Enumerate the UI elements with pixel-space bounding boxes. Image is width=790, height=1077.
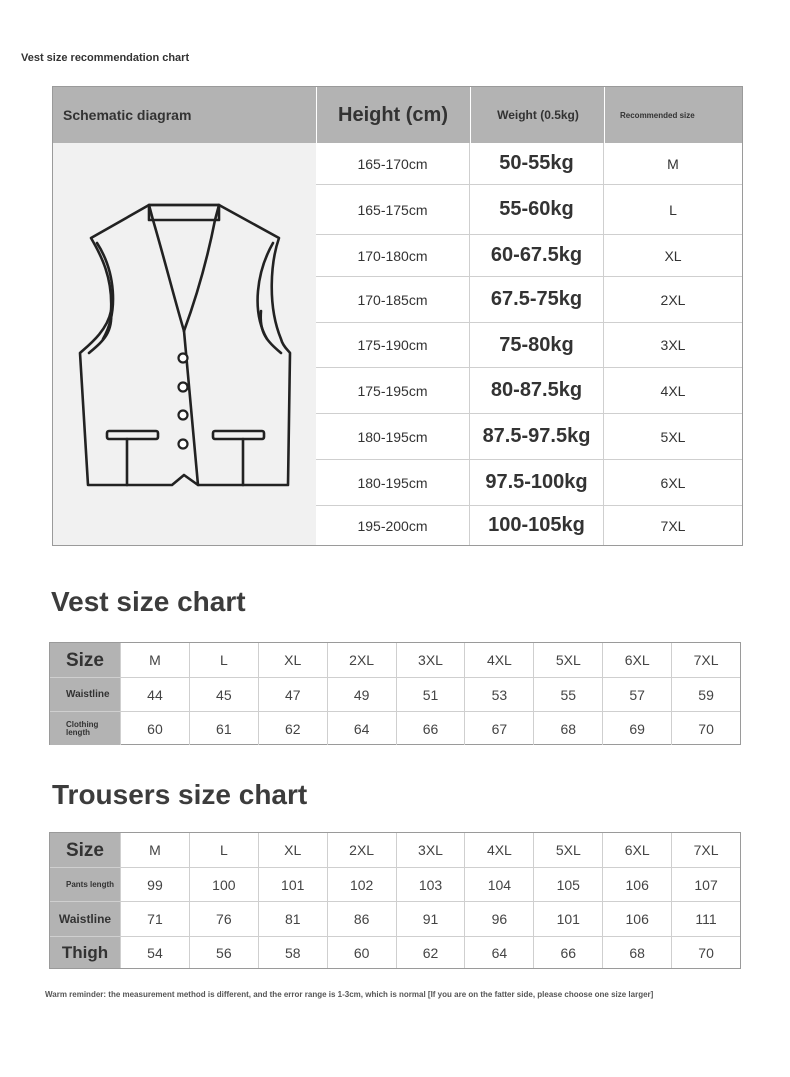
table-row — [316, 276, 742, 322]
row-label: Thigh — [50, 937, 120, 968]
value-cell: M — [120, 833, 189, 867]
value-cell: 81 — [258, 902, 327, 936]
height-cell: 180-195cm — [316, 414, 470, 459]
value-cell: 102 — [327, 868, 396, 901]
table-row — [50, 711, 740, 745]
value-cell: 67 — [464, 712, 533, 745]
height-cell: 165-175cm — [316, 185, 470, 234]
table-row — [316, 459, 742, 505]
size-cell: 4XL — [660, 382, 686, 399]
value-cell: 45 — [189, 678, 258, 711]
value-cell: 2XL — [327, 833, 396, 867]
value-cell: 68 — [602, 937, 671, 968]
size-cell: M — [667, 155, 679, 172]
size-cell: 5XL — [660, 428, 686, 445]
value-cell: 53 — [464, 678, 533, 711]
value-cell: 111 — [671, 902, 740, 936]
value-cell: 60 — [327, 937, 396, 968]
value-cell: 6XL — [602, 833, 671, 867]
table-row — [316, 367, 742, 413]
value-cell: 44 — [120, 678, 189, 711]
recommendation-title: Vest size recommendation chart — [21, 52, 190, 64]
value-cell: 62 — [396, 937, 465, 968]
button-dot — [179, 440, 188, 449]
size-cell: 2XL — [660, 291, 686, 308]
weight-cell: 60-67.5kg — [470, 235, 604, 276]
table-row — [50, 901, 740, 936]
table-row — [50, 867, 740, 901]
value-cell: 69 — [602, 712, 671, 745]
vest-illustration — [53, 143, 316, 545]
value-cell: 106 — [602, 902, 671, 936]
button-dot — [179, 411, 188, 420]
height-cell: 195-200cm — [316, 506, 470, 545]
value-cell: 66 — [533, 937, 602, 968]
value-cell: 64 — [327, 712, 396, 745]
value-cell: 104 — [464, 868, 533, 901]
table-row — [316, 234, 742, 276]
value-cell: 56 — [189, 937, 258, 968]
value-cell: 101 — [533, 902, 602, 936]
value-cell: 71 — [120, 902, 189, 936]
weight-cell: 55-60kg — [470, 185, 604, 234]
height-cell: 175-190cm — [316, 323, 470, 367]
table-row — [316, 143, 742, 184]
value-cell: 5XL — [533, 833, 602, 867]
value-cell: 99 — [120, 868, 189, 901]
weight-cell: 97.5-100kg — [470, 460, 604, 505]
value-cell: 96 — [464, 902, 533, 936]
size-cell: 3XL — [660, 337, 686, 353]
trousers-size-table — [49, 832, 741, 969]
height-cell: 180-195cm — [316, 460, 470, 505]
value-cell: 47 — [258, 678, 327, 711]
value-cell: 103 — [396, 868, 465, 901]
weight-cell: 75-80kg — [470, 323, 604, 367]
row-label: Waistline — [50, 902, 120, 936]
header-height: Height (cm) — [338, 103, 448, 126]
value-cell: 61 — [189, 712, 258, 745]
header-weight: Weight (0.5kg) — [497, 108, 579, 122]
value-cell: 107 — [671, 868, 740, 901]
row-values — [120, 902, 740, 936]
row-values — [120, 833, 740, 867]
value-cell: 54 — [120, 937, 189, 968]
header-divider — [316, 87, 317, 143]
row-label: Size — [50, 643, 120, 677]
value-cell: 100 — [189, 868, 258, 901]
height-cell: 165-170cm — [316, 143, 470, 184]
value-cell: 59 — [671, 678, 740, 711]
row-values — [120, 937, 740, 968]
weight-cell: 87.5-97.5kg — [470, 414, 604, 459]
table-row — [50, 643, 740, 677]
height-cell: 170-180cm — [316, 235, 470, 276]
button-dot — [179, 354, 188, 363]
value-cell: 4XL — [464, 643, 533, 677]
row-values — [120, 712, 740, 745]
value-cell: 57 — [602, 678, 671, 711]
value-cell: 70 — [671, 937, 740, 968]
value-cell: 7XL — [671, 643, 740, 677]
row-values — [120, 643, 740, 677]
recommendation-header — [53, 87, 742, 143]
value-cell: 2XL — [327, 643, 396, 677]
value-cell: M — [120, 643, 189, 677]
height-cell: 175-195cm — [316, 368, 470, 413]
value-cell: 60 — [120, 712, 189, 745]
size-cell: 7XL — [660, 517, 686, 534]
value-cell: 55 — [533, 678, 602, 711]
weight-cell: 50-55kg — [470, 143, 604, 184]
row-label: Clothing length — [50, 712, 120, 745]
value-cell: 4XL — [464, 833, 533, 867]
table-row — [316, 413, 742, 459]
value-cell: 66 — [396, 712, 465, 745]
row-label: Pants length — [50, 868, 120, 901]
weight-cell: 100-105kg — [470, 506, 604, 545]
value-cell: 76 — [189, 902, 258, 936]
value-cell: 51 — [396, 678, 465, 711]
value-cell: 5XL — [533, 643, 602, 677]
row-label: Waistline — [50, 678, 120, 711]
table-row — [316, 184, 742, 234]
value-cell: 105 — [533, 868, 602, 901]
value-cell: 64 — [464, 937, 533, 968]
weight-cell: 80-87.5kg — [470, 368, 604, 413]
value-cell: 6XL — [602, 643, 671, 677]
value-cell: 3XL — [396, 833, 465, 867]
header-divider — [604, 87, 605, 143]
value-cell: L — [189, 643, 258, 677]
value-cell: 70 — [671, 712, 740, 745]
value-cell: 86 — [327, 902, 396, 936]
size-cell: L — [669, 201, 677, 218]
trousers-chart-title: Trousers size chart — [52, 779, 308, 810]
value-cell: XL — [258, 643, 327, 677]
recommendation-body — [316, 143, 742, 545]
value-cell: 58 — [258, 937, 327, 968]
value-cell: 7XL — [671, 833, 740, 867]
table-row — [316, 322, 742, 367]
button-dot — [179, 383, 188, 392]
warm-reminder-text: Warm reminder: the measurement method is different, and the error range is 1-3cm, which is normal [If you are on the fatter side, please choose one size larger] — [45, 990, 654, 999]
vest-size-table — [49, 642, 741, 745]
table-row — [50, 677, 740, 711]
size-cell: XL — [664, 247, 682, 264]
table-row — [50, 833, 740, 867]
vest-diagram-panel — [53, 143, 316, 545]
value-cell: XL — [258, 833, 327, 867]
value-cell: 68 — [533, 712, 602, 745]
value-cell: 91 — [396, 902, 465, 936]
weight-cell: 67.5-75kg — [470, 277, 604, 322]
height-cell: 170-185cm — [316, 277, 470, 322]
value-cell: 106 — [602, 868, 671, 901]
table-row — [50, 936, 740, 968]
header-recommended-size: Recommended size — [620, 110, 695, 120]
header-diagram: Schematic diagram — [63, 107, 192, 123]
value-cell: 49 — [327, 678, 396, 711]
recommendation-table — [52, 86, 743, 546]
size-cell: 6XL — [660, 474, 686, 491]
header-divider — [470, 87, 471, 143]
row-values — [120, 678, 740, 711]
value-cell: L — [189, 833, 258, 867]
value-cell: 62 — [258, 712, 327, 745]
vest-chart-title: Vest size chart — [51, 586, 246, 617]
value-cell: 101 — [258, 868, 327, 901]
row-values — [120, 868, 740, 901]
row-label: Size — [50, 833, 120, 867]
value-cell: 3XL — [396, 643, 465, 677]
table-row — [316, 505, 742, 545]
